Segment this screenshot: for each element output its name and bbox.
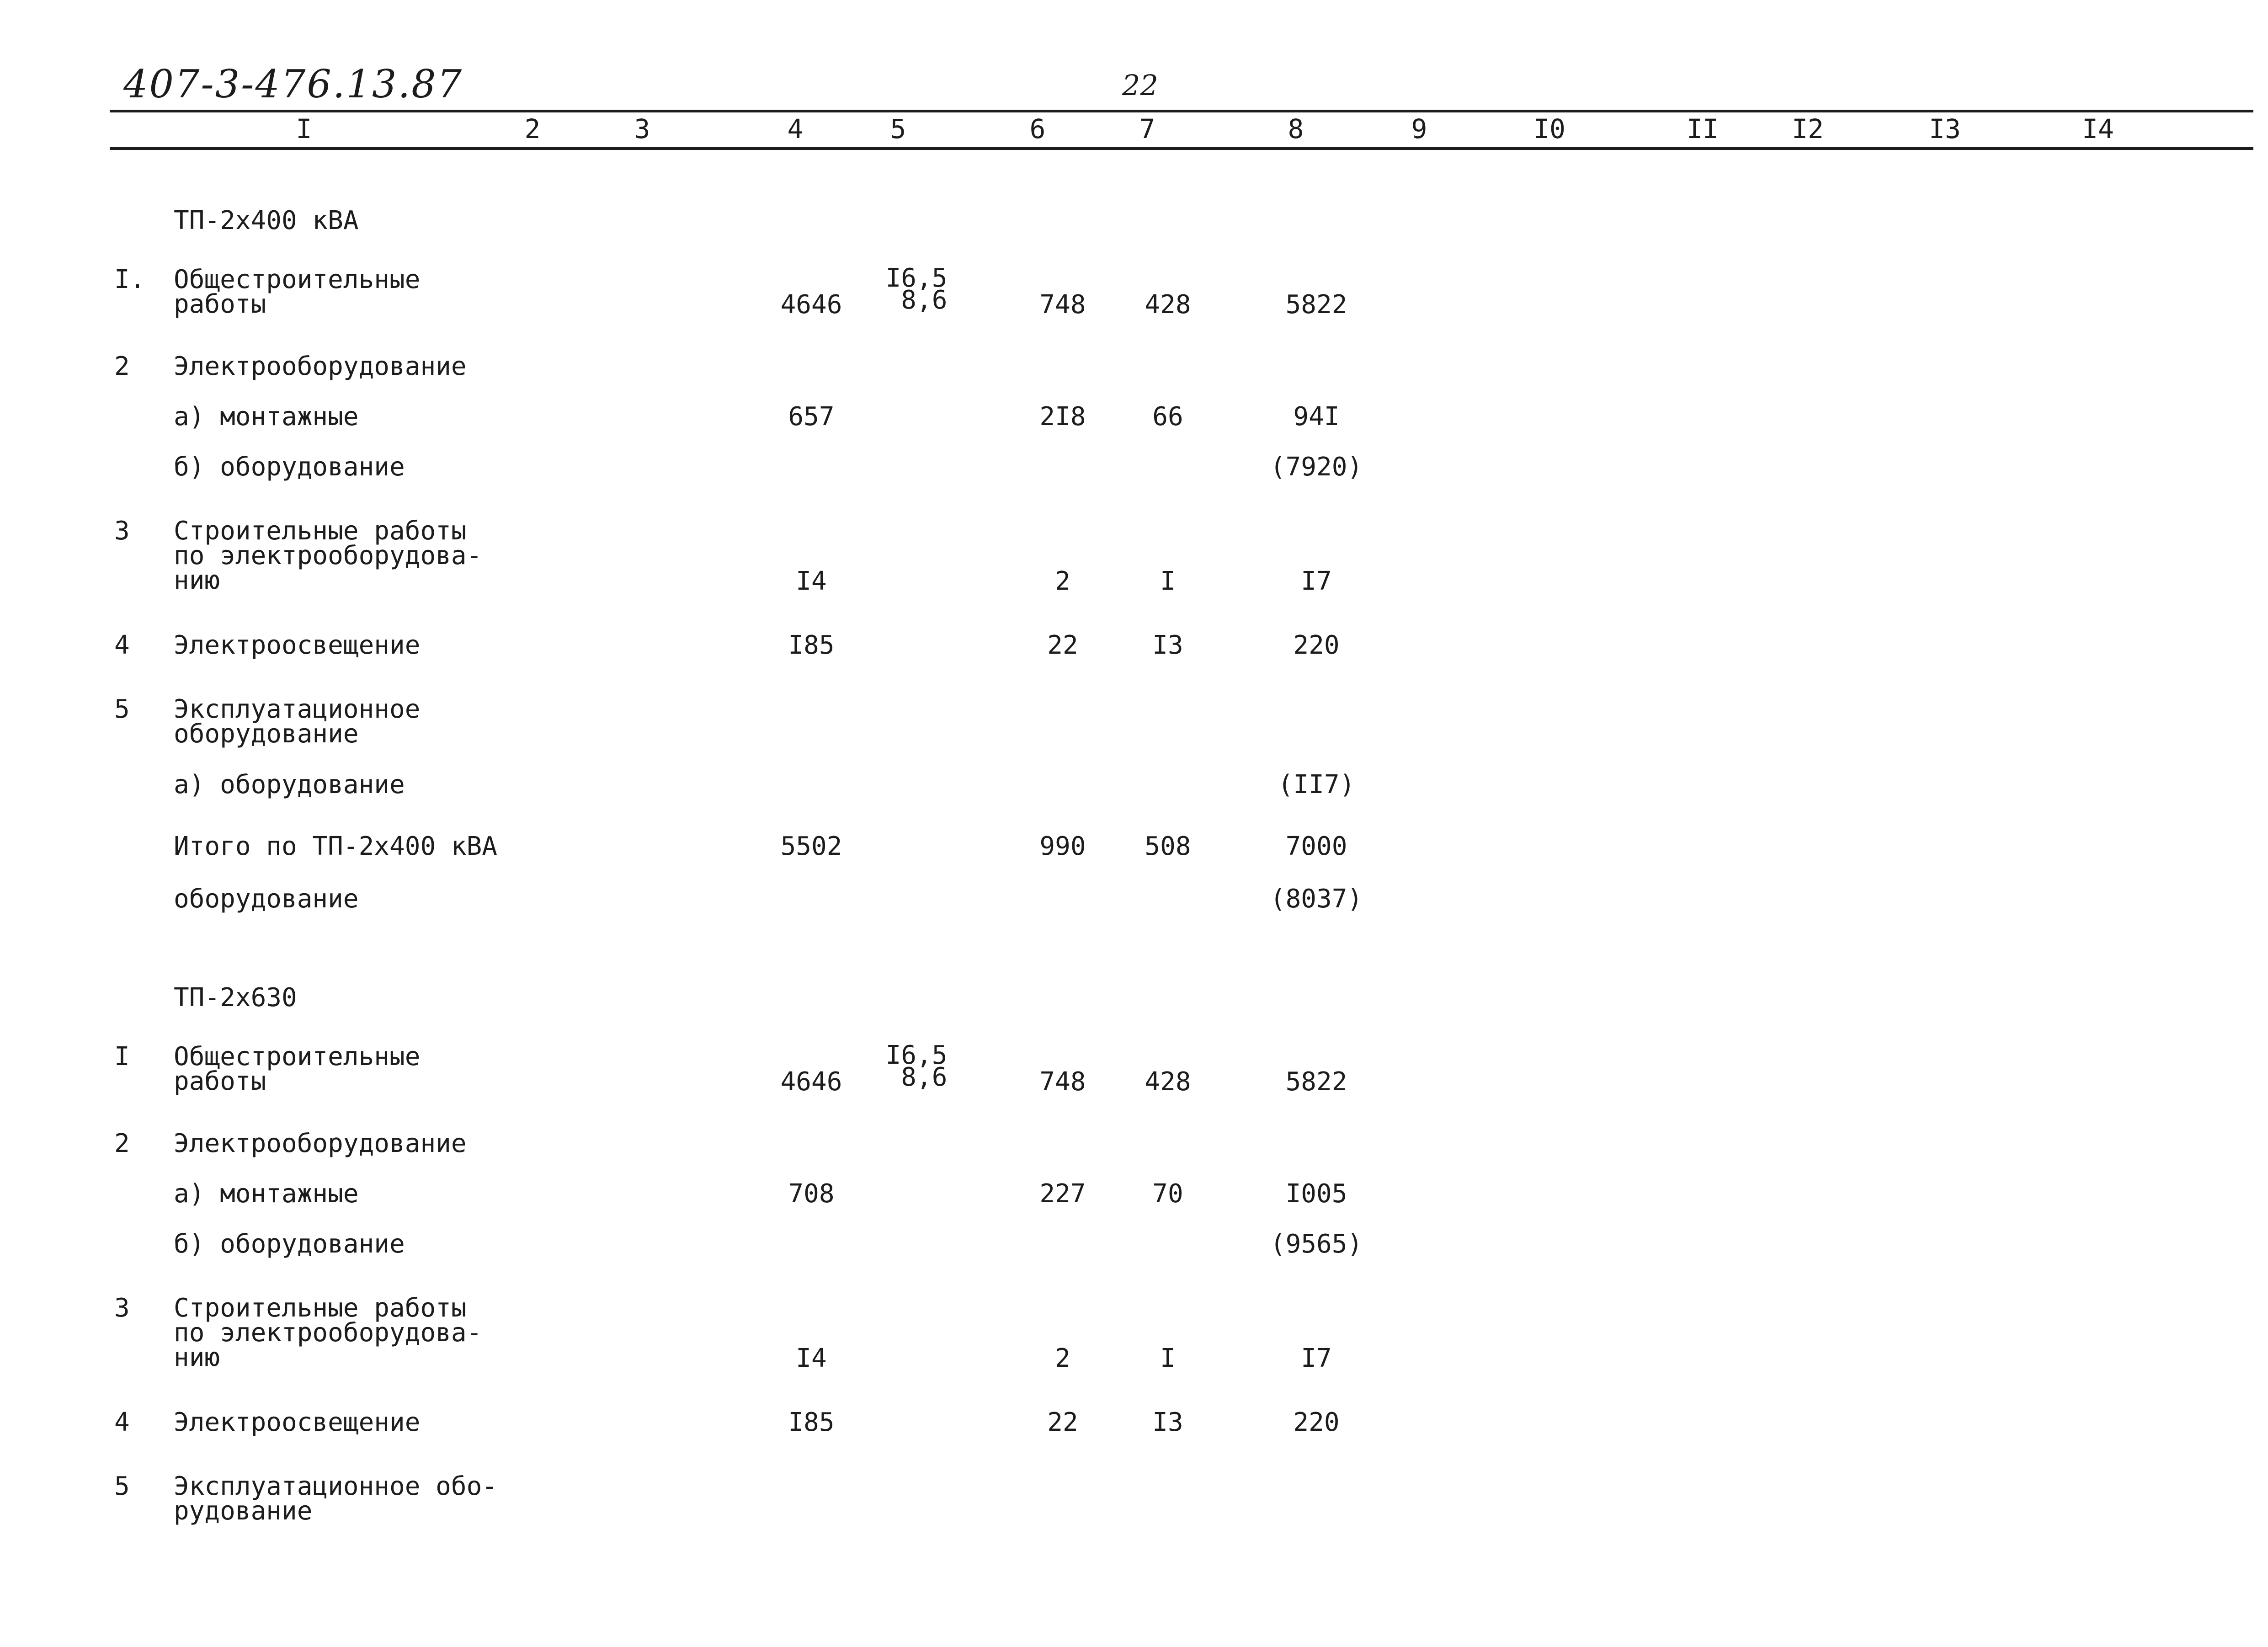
row-label: Электроосвещение [174,630,421,660]
row-number: 2 [114,1129,130,1158]
column-header-2: 2 [524,113,541,144]
cell-col-8: 94I [1293,402,1340,432]
row-number: 3 [114,516,130,546]
row-label: Электрооборудование [174,352,467,381]
cell-col-8: 220 [1293,1407,1340,1437]
row-label: б) оборудование [174,452,405,482]
row-label: а) монтажные [174,402,359,432]
cell-col-4: 4646 [780,290,842,320]
row-label: Общестроительные работы [174,1042,421,1096]
cell-col-8: (8037) [1270,884,1363,914]
column-header-9: 9 [1411,113,1427,144]
cell-col-6: 22 [1047,630,1078,660]
cell-col-8: 5822 [1285,290,1347,320]
row-number: 3 [114,1293,130,1323]
page-number: 22 [1122,69,1158,102]
cell-col-7: 428 [1145,290,1191,320]
row-label: б) оборудование [174,1229,405,1259]
cell-col-6: 2 [1055,1343,1070,1373]
cell-col-4: 657 [788,402,835,432]
cell-col-6: 748 [1039,1067,1086,1097]
cell-col-7: I3 [1152,630,1183,660]
row-number: 5 [114,694,130,724]
cell-col-6: 227 [1039,1179,1086,1209]
row-number: 4 [114,630,130,660]
row-number: 4 [114,1407,130,1437]
column-header-13: I3 [1929,113,1961,144]
cell-col-8: 5822 [1285,1067,1347,1097]
row-label: Общестроительные работы [174,265,421,319]
column-header-12: I2 [1792,113,1824,144]
column-header-11: II [1687,113,1719,144]
cell-col-7: I [1160,566,1176,596]
column-header-5: 5 [890,113,906,144]
column-header-6: 6 [1029,113,1046,144]
cell-col-7: 508 [1145,831,1191,861]
cell-col-5: I6,5 8,6 [885,1040,948,1092]
cell-col-6: 22 [1047,1407,1078,1437]
cell-col-8: 220 [1293,630,1340,660]
column-header-3: 3 [634,113,650,144]
row-label: оборудование [174,884,359,914]
row-label: а) оборудование [174,770,405,800]
cell-col-7: 428 [1145,1067,1191,1097]
cell-col-8: I7 [1301,566,1332,596]
column-header-1: I [296,113,312,144]
cell-col-4: 4646 [780,1067,842,1097]
row-label: Итого по ТП-2х400 кВА [174,831,498,861]
row-label: а) монтажные [174,1179,359,1209]
cell-col-6: 2 [1055,566,1070,596]
cell-col-4: I85 [788,1407,835,1437]
row-label: Эксплуатационное оборудование [174,694,421,749]
row-label: Эксплуатационное обо- рудование [174,1471,498,1526]
row-label: Строительные работы по электрооборудова- нию [174,516,482,595]
cell-col-4: I85 [788,630,835,660]
column-header-7: 7 [1139,113,1155,144]
column-header-4: 4 [787,113,804,144]
cell-col-8: I7 [1301,1343,1332,1373]
cell-col-4: 5502 [780,831,842,861]
section-title: ТП-2х630 [174,983,297,1013]
cell-col-7: 66 [1152,402,1183,432]
cell-col-8: (9565) [1270,1229,1363,1259]
column-header-8: 8 [1288,113,1304,144]
document-code: 407-3-476.13.87 [123,62,463,107]
row-number: I. [114,265,145,294]
cell-col-4: I4 [796,1343,827,1373]
cell-col-6: 990 [1039,831,1086,861]
cell-col-7: I3 [1152,1407,1183,1437]
cell-col-8: (7920) [1270,452,1363,482]
cell-col-5: I6,5 8,6 [885,263,948,315]
cell-col-6: 748 [1039,290,1086,320]
cell-col-8: 7000 [1285,831,1347,861]
header-rule-bottom [110,147,2253,150]
cell-col-4: I4 [796,566,827,596]
cell-col-7: 70 [1152,1179,1183,1209]
row-label: Электрооборудование [174,1129,467,1158]
cell-col-8: I005 [1285,1179,1347,1209]
row-number: 2 [114,352,130,381]
row-number: I [114,1042,130,1071]
header-rule-top [110,110,2253,112]
section-title: ТП-2х400 кВА [174,206,359,235]
cell-col-4: 708 [788,1179,835,1209]
column-header-10: I0 [1533,113,1565,144]
row-label: Строительные работы по электрооборудова- нию [174,1293,482,1372]
cell-col-7: I [1160,1343,1176,1373]
row-label: Электроосвещение [174,1407,421,1437]
row-number: 5 [114,1471,130,1501]
cell-col-6: 2I8 [1039,402,1086,432]
cell-col-8: (II7) [1278,770,1355,800]
column-header-14: I4 [2082,113,2114,144]
